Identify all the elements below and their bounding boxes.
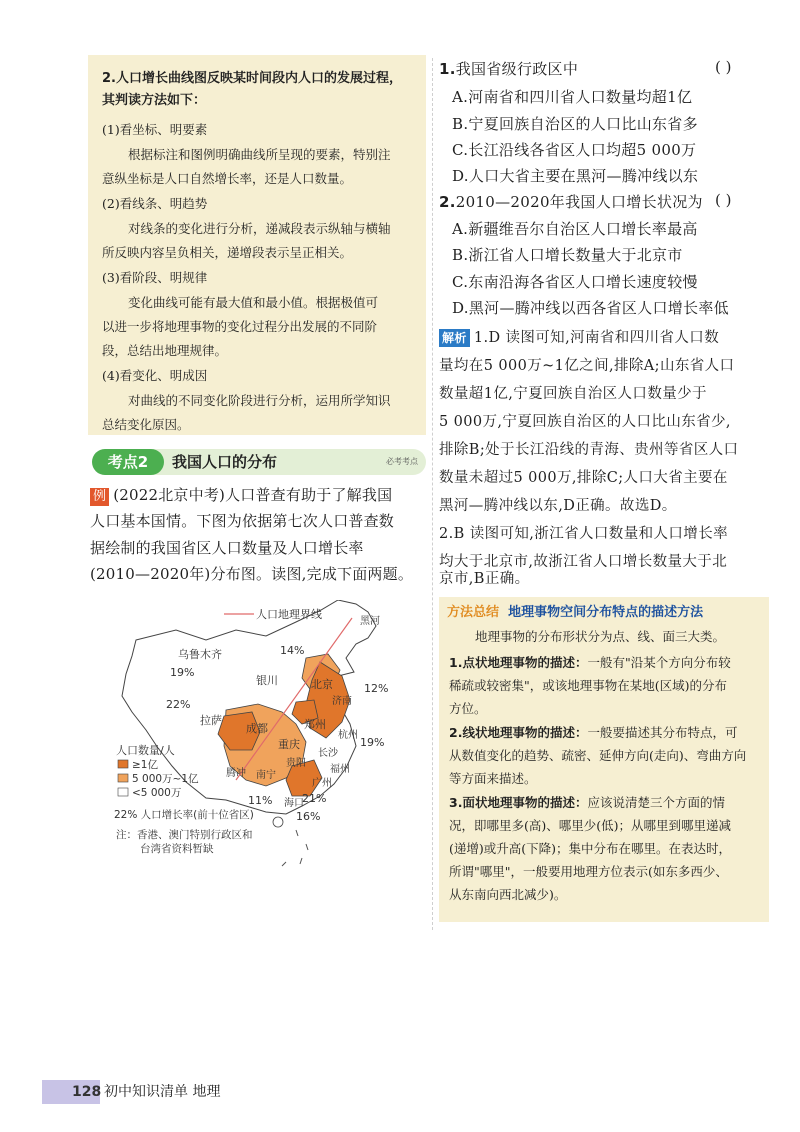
rate-label: 14% — [280, 644, 305, 657]
analysis-line9: 均大于北京市,故浙江省人口增长数量大于北 — [439, 554, 728, 570]
q2-number: 2. — [439, 193, 456, 211]
tip-s2-title: (2)看线条、明趋势 — [102, 196, 208, 211]
q1-stem: 我国省级行政区中 — [455, 60, 579, 78]
analysis-line8: 2.B 读图可知,浙江省人口数量和人口增长率 — [439, 526, 729, 542]
city-label: 济南 — [332, 696, 352, 707]
city-label: 贵阳 — [286, 758, 306, 769]
city-label: 长沙 — [318, 748, 338, 759]
method-p1-a: 一般有"沿某个方向分布较 — [587, 655, 731, 670]
tip-box — [88, 55, 426, 435]
tip-s3-l3: 段，总结出地理规律。 — [102, 343, 228, 358]
method-p2-bold: 2.线状地理事物的描述： — [449, 725, 588, 740]
rate-label: 21% — [302, 792, 327, 805]
method-p3-a: 应该说清楚三个方面的情 — [587, 795, 725, 810]
page-footer — [42, 1080, 322, 1104]
city-label: 成都 — [246, 722, 268, 735]
city-label: 广州 — [312, 778, 332, 789]
method-p3-line5: 从东南向西北减少)。 — [449, 887, 567, 902]
analysis-line2: 量均在5 000万~1亿之间,排除A;山东省人口 — [439, 358, 735, 374]
example-line2: 人口基本国情。下图为依据第七次人口普查数 — [90, 512, 395, 530]
analysis-label: 解析 — [439, 329, 470, 347]
method-p1-line3: 方位。 — [449, 701, 487, 716]
q1-option-c: C.长江沿线各省区人口均超5 000万 — [452, 141, 697, 159]
example-label: 例 — [90, 488, 109, 506]
tip-heading-line1: 2.人口增长曲线图反映某时间段内人口的发展过程， — [102, 71, 402, 86]
q2-option-c: C.东南沿海各省区人口增长速度较慢 — [452, 273, 698, 291]
method-p2-a: 一般要描述其分布特点，可 — [587, 725, 738, 740]
q1-option-d: D.人口大省主要在黑河—腾冲线以东 — [452, 167, 699, 185]
legend-title: 人口数量/人 — [116, 744, 175, 757]
q2-stem-line — [439, 191, 703, 213]
method-p3-line2: 况，即哪里多(高)、哪里少(低)；从哪里到哪里递减 — [449, 818, 732, 833]
city-label: 杭州 — [338, 730, 358, 741]
rate-label: 12% — [364, 682, 389, 695]
method-title: 地理事物空间分布特点的描述方法 — [508, 605, 704, 620]
tip-s3-l1: 变化曲线可能有最大值和最小值。根据极值可 — [128, 295, 379, 310]
city-label: 重庆 — [278, 738, 300, 751]
legend-item: 5 000万~1亿 — [132, 773, 199, 785]
map-note-l2: 台湾省资料暂缺 — [140, 843, 214, 855]
city-label: 南宁 — [256, 770, 276, 781]
city-label: 拉萨 — [200, 714, 222, 727]
method-intro: 地理事物的分布形状分为点、线、面三大类。 — [475, 629, 726, 644]
tip-s2-l2: 所反映内容呈负相关，递增段表示呈正相关。 — [102, 245, 353, 260]
analysis-line7: 黑河—腾冲线以东,D正确。故选D。 — [439, 498, 677, 514]
map-note-l1: 注：香港、澳门特别行政区和 — [116, 829, 253, 841]
analysis-line3: 数量超1亿,宁夏回族自治区人口数量少于 — [439, 386, 707, 402]
boundary-label: 人口地理界线 — [256, 608, 322, 621]
example-l1-text: (2022北京中考)人口普查有助于了解我国 — [113, 486, 393, 504]
south-sea-dashes — [282, 830, 308, 866]
example-line4: (2010—2020年)分布图。读图,完成下面两题。 — [90, 565, 414, 583]
method-p2-line1 — [449, 721, 737, 744]
tip-s4-l1: 对曲线的不同变化阶段进行分析，运用所学知识 — [128, 393, 391, 408]
city-label: 黑河 — [360, 616, 380, 627]
q1-option-a: A.河南省和四川省人口数量均超1亿 — [452, 88, 693, 106]
method-icon: 方法总结 — [447, 605, 500, 620]
method-p1-line1 — [449, 651, 731, 674]
analysis-line1 — [439, 324, 719, 353]
city-label: 海口 — [284, 798, 304, 809]
tip-s1-l1: 根据标注和图例明确曲线所呈现的要素，特别注 — [128, 147, 391, 162]
legend-rate: 22% 人口增长率(前十位省区) — [114, 809, 254, 821]
book-title: 初中知识清单 地理 — [104, 1084, 221, 1100]
city-label: 银川 — [256, 674, 278, 687]
q2-stem: 2010—2020年我国人口增长状况为 — [455, 193, 703, 211]
q2-answer-paren: ( ) — [715, 191, 732, 209]
section-title: 我国人口的分布 — [172, 453, 278, 471]
tip-s3-l2: 以进一步将地理事物的变化过程分出发展的不同阶 — [102, 319, 378, 334]
legend-item: ≥1亿 — [132, 759, 158, 771]
tip-s4-l2: 总结变化原因。 — [102, 417, 190, 432]
tip-s2-l1: 对线条的变化进行分析，递减段表示纵轴与横轴 — [128, 221, 391, 236]
rate-label: 11% — [248, 794, 273, 807]
tip-s4-title: (4)看变化、明成因 — [102, 368, 208, 383]
method-p2-line2: 从数值变化的趋势、疏密、延伸方向(走向)、弯曲方向 — [449, 748, 747, 763]
analysis-l1-text: 1.D 读图可知,河南省和四川省人口数 — [473, 330, 720, 346]
legend-swatch-sparse — [118, 788, 128, 796]
method-p3-bold: 3.面状地理事物的描述： — [449, 795, 588, 810]
q1-answer-paren: ( ) — [715, 58, 732, 76]
rate-label: 16% — [296, 810, 321, 823]
analysis-line4: 5 000万,宁夏回族自治区的人口比山东省少, — [439, 414, 731, 430]
q2-option-b: B.浙江省人口增长数量大于北京市 — [452, 246, 683, 264]
method-summary-box — [439, 597, 769, 922]
city-label: 福州 — [330, 764, 350, 775]
method-p1-line2: 稀疏或较密集"，或该地理事物在某地(区域)的分布 — [449, 678, 728, 693]
population-map — [106, 600, 426, 880]
q2-option-d: D.黑河—腾冲线以西各省区人口增长率低 — [452, 299, 729, 317]
section-badge: 考点2 — [92, 449, 164, 475]
analysis-line5: 排除B;处于长江沿线的青海、贵州等省区人口 — [439, 442, 739, 458]
tip-s1-title: (1)看坐标、明要素 — [102, 122, 208, 137]
section-tag: 必考考点 — [386, 457, 418, 466]
method-p3-line3: (递增)或升高(下降)；集中分布在哪里。在表达时， — [449, 841, 732, 856]
q1-option-b: B.宁夏回族自治区的人口比山东省多 — [452, 115, 698, 133]
city-label: 乌鲁木齐 — [178, 648, 222, 661]
legend-swatch-mid — [118, 774, 128, 782]
method-p2-line3: 等方面来描述。 — [449, 771, 537, 786]
city-label: 郑州 — [304, 718, 326, 731]
q1-stem-line — [439, 58, 578, 80]
tip-s1-l2: 意纵坐标是人口自然增长率，还是人口数量。 — [102, 171, 353, 186]
rate-label: 19% — [170, 666, 195, 679]
method-p3-line1 — [449, 791, 725, 814]
example-line3: 据绘制的我国省区人口数量及人口增长率 — [90, 539, 364, 557]
city-label: 腾冲 — [226, 768, 246, 779]
city-label: 北京 — [311, 678, 333, 691]
method-header — [447, 601, 703, 620]
method-p1-bold: 1.点状地理事物的描述： — [449, 655, 588, 670]
legend-swatch-dense — [118, 760, 128, 768]
analysis-line6: 数量未超过5 000万,排除C;人口大省主要在 — [439, 470, 728, 486]
column-divider — [432, 58, 433, 930]
example-line1 — [90, 482, 392, 508]
tip-heading-line2: 其判读方法如下： — [102, 93, 207, 108]
rate-label: 22% — [166, 698, 191, 711]
analysis-line10: 京市,B正确。 — [439, 571, 530, 587]
legend-item: <5 000万 — [132, 787, 182, 799]
section-header — [92, 449, 426, 475]
q1-number: 1. — [439, 60, 456, 78]
rate-label: 19% — [360, 736, 385, 749]
method-p3-line4: 所谓"哪里"，一般要用地理方位表示(如东多西少、 — [449, 864, 728, 879]
hainan-island — [273, 817, 283, 827]
tip-s3-title: (3)看阶段、明规律 — [102, 270, 208, 285]
q2-option-a: A.新疆维吾尔自治区人口增长率最高 — [452, 220, 698, 238]
page-number: 128 — [72, 1084, 102, 1100]
